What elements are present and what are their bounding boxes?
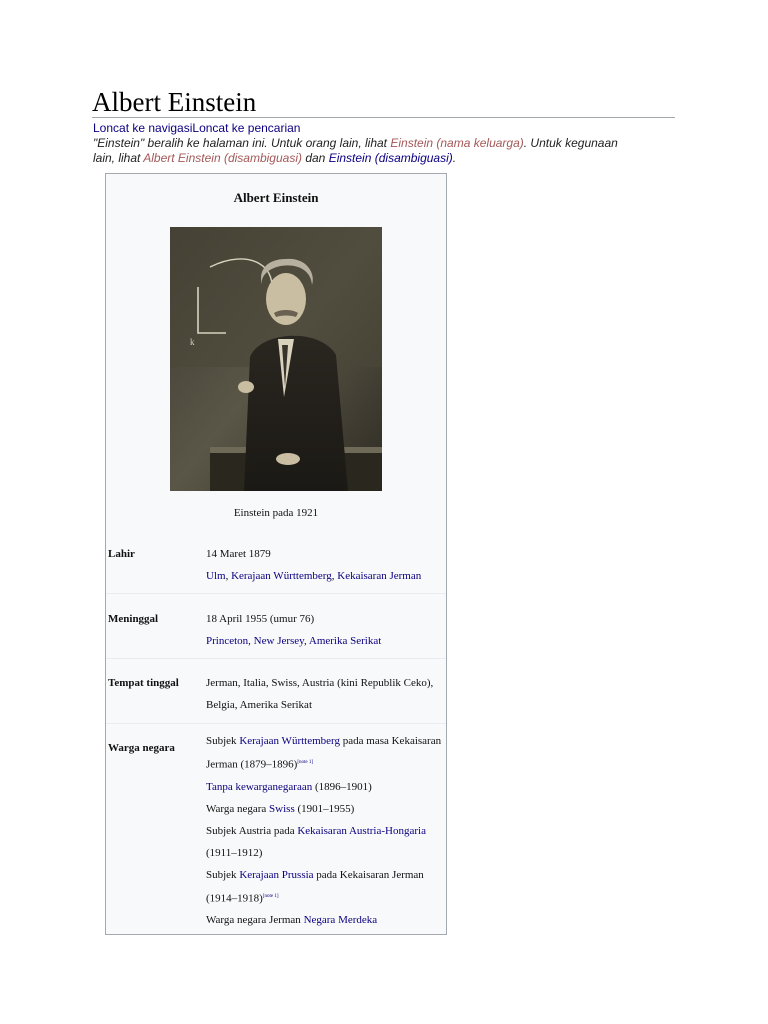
text: (1911–1912) [206,846,263,859]
row-divider [106,593,446,594]
jump-to-navigation-link[interactable]: Loncat ke navigasi [93,121,193,135]
born-label: Lahir [108,548,135,560]
kingdom-wurttemberg-link[interactable]: Kerajaan Württemberg [239,735,340,747]
infobox [105,173,447,935]
kingdom-wurttemberg-link[interactable]: Kerajaan Württemberg [231,570,332,582]
text: pada masa Kekaisaran Jerman (1879–1896) [206,735,442,771]
text: Subjek [206,868,240,881]
new-jersey-link[interactable]: New Jersey [253,635,304,647]
died-value [206,608,442,652]
hatnote-text: "Einstein" beralih ke halaman ini. Untuk orang lain, lihat [93,136,391,150]
austria-hungary-link[interactable]: Kekaisaran Austria-Hongaria [297,824,426,837]
citizenship-line [206,798,442,820]
kingdom-prussia-link[interactable]: Kerajaan Prussia [239,868,314,881]
text: Subjek Austria pada [206,824,298,837]
died-date: 18 April 1955 (umur 76) [206,613,315,625]
citizenship-line [206,909,442,931]
swiss-link[interactable]: Swiss [269,802,295,815]
einstein-disambiguation-link[interactable]: Albert Einstein (disambiguasi) [143,151,302,165]
separator: , [225,570,232,582]
hatnote-text: . Untuk kegunaan lain, lihat [93,136,618,165]
page-title: Albert Einstein [92,87,257,117]
infobox-title: Albert Einstein [233,190,319,205]
einstein-portrait-image[interactable] [170,227,382,491]
united-states-link[interactable]: Amerika Serikat [308,635,382,647]
text: Subjek [206,735,240,747]
hatnote [93,136,633,166]
born-date: 14 Maret 1879 [206,548,271,560]
hatnote-text: . [452,151,457,165]
row-divider [106,658,446,659]
svg-text:k: k [190,337,195,347]
citizenship-line [206,730,442,776]
jump-links [93,121,300,136]
separator: , [303,635,309,647]
text: (1901–1955) [294,802,355,815]
einstein-surname-link[interactable]: Einstein (nama keluarga) [390,136,524,150]
princeton-link[interactable]: Princeton [206,635,249,647]
row-divider [106,723,446,724]
citizenship-label: Warga negara [108,742,175,754]
german-empire-link[interactable]: Kekaisaran Jerman [337,570,422,582]
residence-label: Tempat tinggal [108,677,179,689]
title-divider [92,117,675,118]
born-value [206,543,442,587]
citizenship-line [206,820,442,864]
separator: , [331,570,338,582]
citizenship-line [206,776,442,798]
ulm-link[interactable]: Ulm [206,570,226,582]
text: pada Kekaisaran Jerman (1914–1918) [206,868,424,905]
free-state-link[interactable]: Negara Merdeka [303,914,378,927]
separator: , [248,635,254,647]
citizenship-line [206,864,442,910]
footnote-link[interactable]: [note 1] [297,760,314,765]
died-place [206,630,442,652]
einstein-disambig-link[interactable]: Einstein (disambiguasi) [328,151,453,165]
text: (1896–1901) [312,780,372,793]
jump-to-search-link[interactable]: Loncat ke pencarian [192,121,301,135]
footnote-link[interactable]: [note 1] [262,893,279,899]
text: Warga negara Jerman [206,914,304,927]
hatnote-text: dan [302,151,329,165]
citizenship-value [206,730,442,931]
born-place [206,565,442,587]
text: Warga negara [206,802,270,815]
died-label: Meninggal [108,613,159,625]
residence-value: Jerman, Italia, Swiss, Austria (kini Republik Ceko), Belgia, Amerika Serikat [206,677,434,711]
statelessness-link[interactable]: Tanpa kewarganegaraan [206,780,313,793]
image-caption: Einstein pada 1921 [233,507,319,519]
